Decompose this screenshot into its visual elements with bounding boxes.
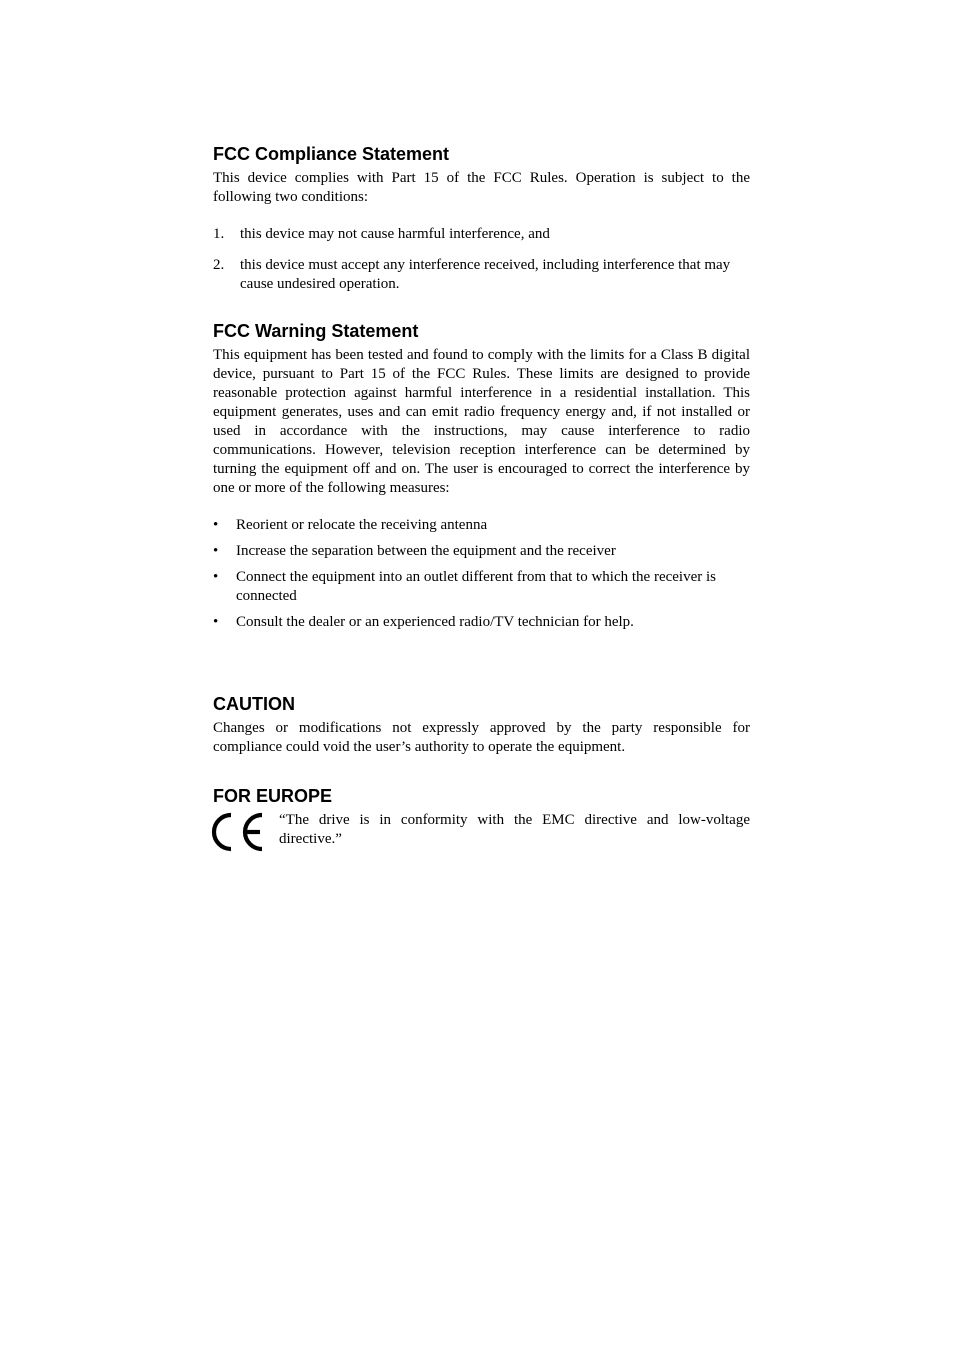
ce-statement-text: “The drive is in conformity with the EMC directive and low-voltage directive.” (279, 812, 750, 847)
list-item-text: Consult the dealer or an experienced radio/TV technician for help. (236, 614, 634, 630)
fcc-warning-section (213, 320, 750, 632)
list-item-text: Connect the equipment into an outlet different from that to which the receiver is connected (236, 569, 716, 604)
fcc-compliance-section (213, 143, 750, 294)
list-item-text: this device must accept any interference received, including interference that may cause undesired operation. (240, 257, 731, 292)
fcc-compliance-intro: This device complies with Part 15 of the FCC Rules. Operation is subject to the following two conditions: (213, 170, 750, 205)
list-item (213, 568, 750, 606)
fcc-compliance-heading: FCC Compliance Statement (213, 144, 450, 164)
list-item (213, 542, 750, 561)
fcc-warning-body: This equipment has been tested and found to comply with the limits for a Class B digital device, pursuant to Part 15 of the FCC Rules. These limits are designed to provide reasonable protection against harmful interference in a residential installation. This equipment generates, uses and can emit radio frequency energy and, if not installed or used in accordance with the instructions, may cause interference to radio communications. However, television reception interference can be determined by turning the equipment off and on. The user is encouraged to correct the interference by one or more of the following measures: (213, 347, 750, 496)
bullet-icon: • (213, 614, 219, 630)
list-item-text: Reorient or relocate the receiving antenna (236, 517, 488, 533)
list-number: 1. (213, 226, 225, 242)
list-item (213, 613, 750, 632)
measures-list (213, 516, 750, 632)
conditions-list (213, 225, 750, 294)
ce-statement-row (213, 811, 750, 853)
bullet-icon: • (213, 543, 219, 559)
caution-body: Changes or modifications not expressly approved by the party responsible for compliance could void the user’s authority to operate the equipment. (213, 720, 750, 755)
list-number: 2. (213, 257, 225, 273)
europe-section (213, 785, 750, 853)
bullet-icon: • (213, 517, 219, 533)
list-item-text: Increase the separation between the equipment and the receiver (236, 543, 616, 559)
ce-mark-icon (209, 811, 269, 853)
europe-heading: FOR EUROPE (213, 786, 333, 806)
list-item (213, 516, 750, 535)
list-item-text: this device may not cause harmful interference, and (240, 226, 550, 242)
caution-section (213, 693, 750, 757)
fcc-warning-heading: FCC Warning Statement (213, 321, 419, 341)
document-page (213, 143, 750, 853)
bullet-icon: • (213, 569, 219, 585)
list-item (213, 225, 750, 244)
list-item (213, 256, 750, 294)
caution-heading: CAUTION (213, 694, 295, 714)
